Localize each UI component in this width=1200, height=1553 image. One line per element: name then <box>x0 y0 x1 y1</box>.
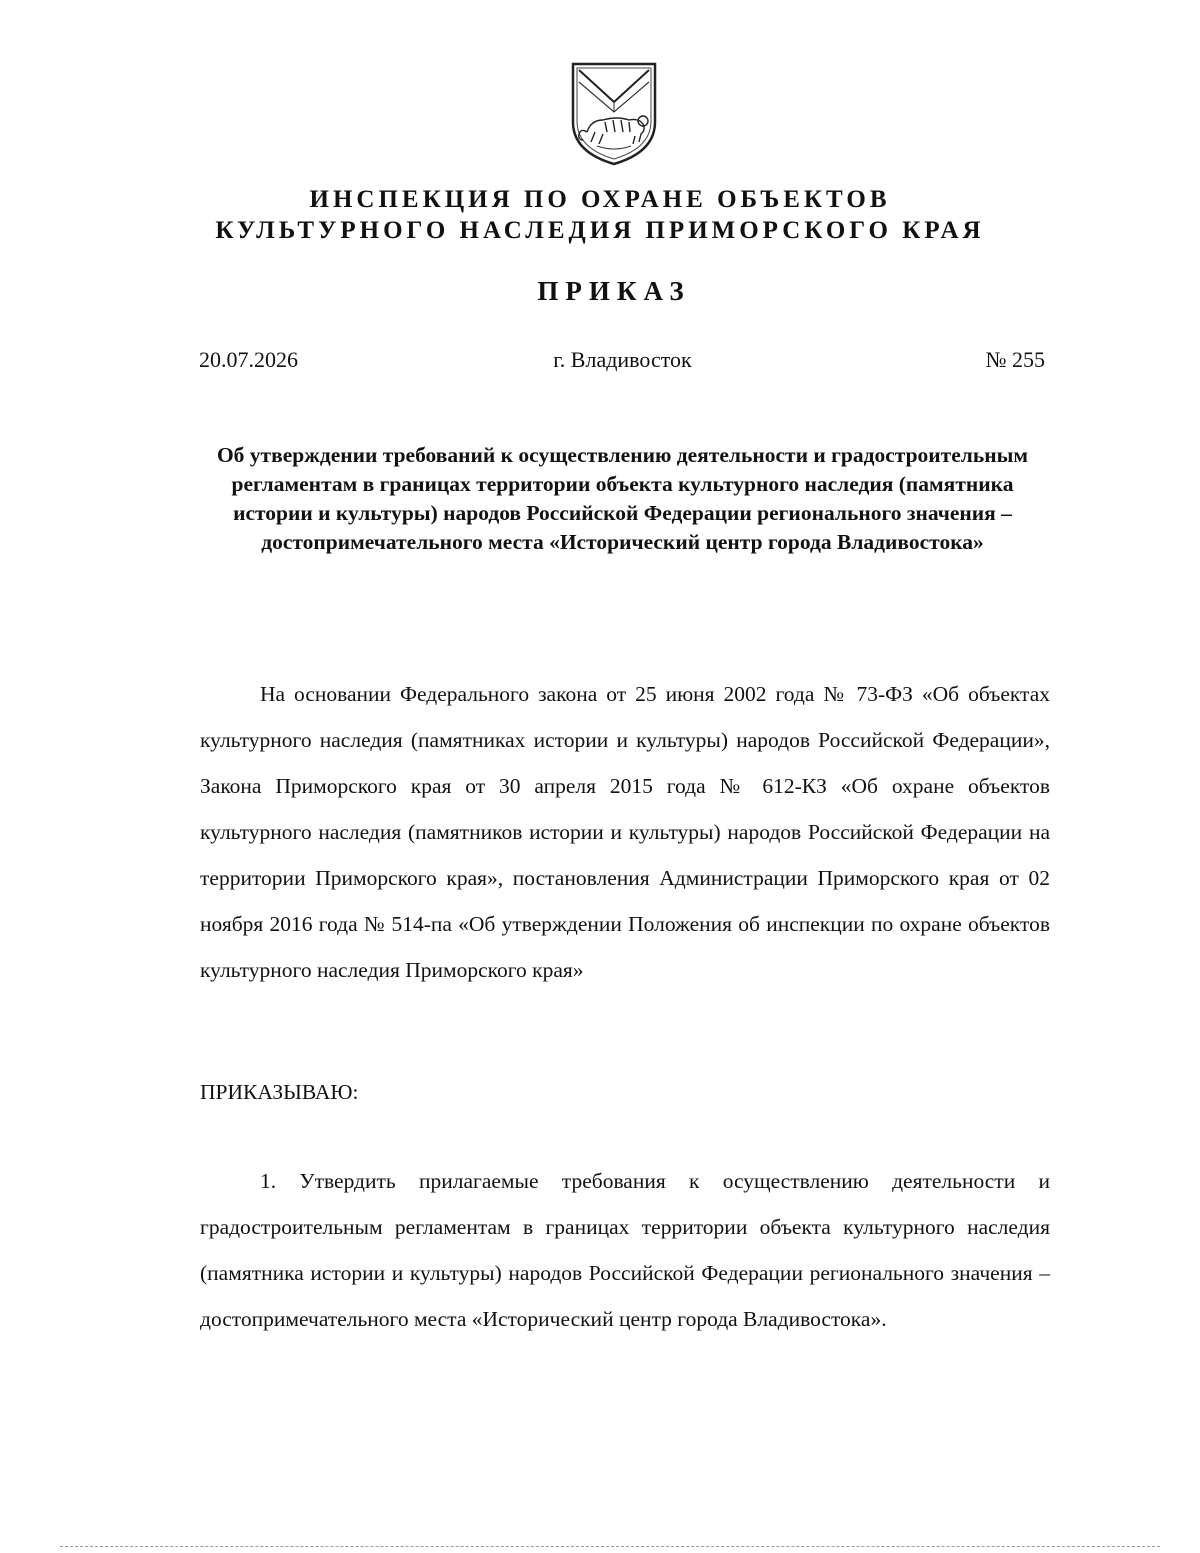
document-subject: Об утверждении требований к осуществлению деятельности и градостроительным регламентам в границах территории объекта культурного наследия (памятника истории и культуры) народов Российской Федерации регионального значения – достопримечательного места «Исторический центр города Владивостока» <box>216 443 1029 554</box>
document-city: г. Владивосток <box>553 347 692 372</box>
org-title-line1: ИНСПЕКЦИЯ ПО ОХРАНЕ ОБЪЕКТОВ <box>309 186 891 213</box>
legal-basis-paragraph: На основании Федерального закона от 25 июня 2002 года № 73-ФЗ «Об объектах культурного наследия (памятниках истории и культуры) народов Российской Федерации», Закона Приморского края от 30 апреля 2015 года № 612-КЗ «Об охране объектов культурного наследия (памятников истории и культуры) народов Российской Федерации на территории Приморского края», постановления Администрации Приморского края от 02 ноября 2016 года № 514-па «Об утверждении Положения об инспекции по охране объектов культурного наследия Приморского края» <box>200 682 1050 982</box>
order-item-1: 1. Утвердить прилагаемые требования к осуществлению деятельности и градостроительным регламентам в границах территории объекта культурного наследия (памятника истории и культуры) народов Российской Федерации регионального значения – достопримечательного места «Исторический центр города Владивостока». <box>200 1169 1050 1331</box>
document-type-title: ПРИКАЗ <box>537 276 691 306</box>
coat-of-arms-tiger-icon <box>569 60 659 168</box>
document-date: 20.07.2026 <box>199 347 298 372</box>
document-number: № 255 <box>985 347 1045 372</box>
page-bottom-edge <box>60 1546 1160 1547</box>
order-directive-word: ПРИКАЗЫВАЮ: <box>200 1080 359 1104</box>
org-title-line2: КУЛЬТУРНОГО НАСЛЕДИЯ ПРИМОРСКОГО КРАЯ <box>215 217 985 244</box>
